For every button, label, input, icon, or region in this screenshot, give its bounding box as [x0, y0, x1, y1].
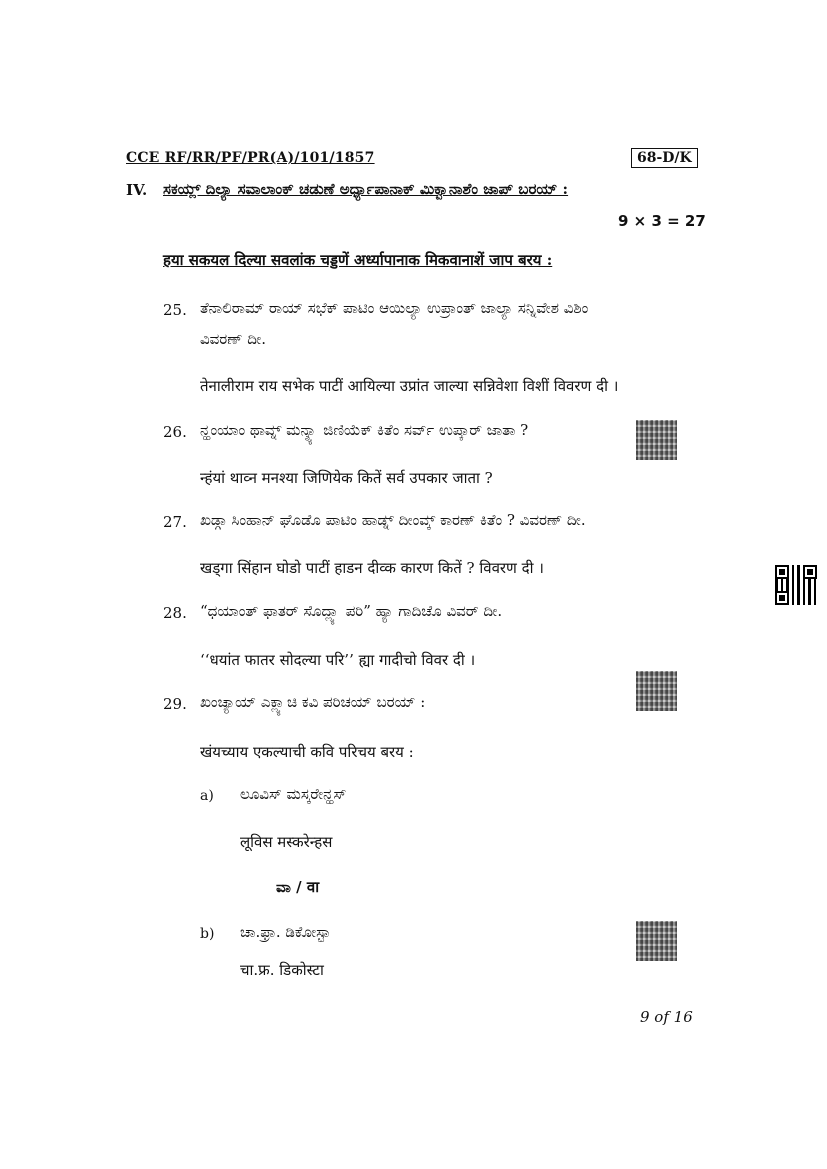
sub-option-name-kannada: ಚಾ.ಫ್ರಾ. ಡಿಕೋಸ್ಟಾ [240, 923, 331, 941]
question-text-kannada: ನ್ಹಂಯಾಂ ಥಾವ್ನ್ ಮನ್ಶ್ಯಾ ಜಿಣಿಯೆಕ್ ಕಿತೆಂ ಸರ್ವ್ ಉಪ್ಕಾರ್ ಜಾತಾ ? [200, 421, 529, 439]
qr-code-image [636, 921, 677, 961]
question-number: 28. [163, 604, 187, 622]
qr-finder-pattern [775, 565, 789, 579]
question-text-devanagari: खंयच्याय एकल्याची कवि परिचय बरय : [200, 743, 414, 761]
section-marks: 9 × 3 = 27 [618, 212, 706, 230]
sub-option-name-devanagari: चा.फ्र. डिकोस्टा [240, 961, 324, 979]
question-text-devanagari: न्हंयां थाव्न मनश्या जिणियेक कितें सर्व उपकार जाता ? [200, 469, 493, 487]
sub-option-name-devanagari: लूविस मस्करेन्हस [240, 833, 333, 851]
qr-code-image [636, 420, 677, 460]
question-text-devanagari: तेनालीराम राय सभेक पाटीं आयिल्या उप्रांत जाल्या सन्निवेशा विशीं विवरण दी । [200, 377, 619, 395]
qr-finder-pattern [775, 591, 789, 605]
sub-option-label: b) [200, 926, 215, 942]
question-number: 27. [163, 513, 187, 531]
question-text-kannada-cont: ವಿವರಣ್ ದೀ. [200, 330, 266, 348]
question-text-devanagari: ‘‘धयांत फातर सोदल्या परि’’ ह्या गादीचो विवर दी । [200, 651, 476, 669]
page-number: 9 of 16 [640, 1008, 693, 1026]
side-qr-code [775, 565, 817, 605]
question-number: 29. [163, 695, 187, 713]
sub-option-name-kannada: ಲೂವಿಸ್ ಮಸ್ಕರೇನ್ಹಸ್ [240, 785, 347, 803]
question-text-kannada: ಖಡ್ಗಾ ಸಿಂಹಾನ್ ಘೊಡೊ ಪಾಟಿಂ ಹಾಡ್ನ್ ದೀಂವ್ಕ್ ಕಾರಣ್ ಕಿತೆಂ ? ವಿವರಣ್ ದೀ. [200, 511, 586, 529]
section-number: IV. [126, 181, 148, 199]
sub-option-label: a) [200, 788, 214, 804]
qr-finder-pattern [803, 565, 817, 579]
section-instruction-devanagari: हया सकयल दिल्या सवलांक चड्डणें अर्ध्यापानाक मिकवानाशें जाप बरय : [163, 251, 553, 269]
question-text-kannada: ಖಂಚ್ಯಾಯ್ ಎಕ್ಲ್ಯಾಚಿ ಕವಿ ಪರಿಚಯ್ ಬರಯ್ : [200, 693, 426, 711]
question-text-kannada: “ಧಯಾಂತ್ ಫಾತರ್ ಸೊದ್ಲ್ಯಾ ಪರಿ” ಹ್ಯಾ ಗಾದಿಚೊ ವಿವರ್ ದೀ. [200, 602, 503, 620]
question-text-kannada: ತೆನಾಲಿರಾಮ್ ರಾಯ್ ಸಭೆಕ್ ಪಾಟಿಂ ಆಯಿಲ್ಯಾ ಉಪ್ರಾಂತ್ ಜಾಲ್ಯಾ ಸನ್ನಿವೇಶ ವಿಶಿಂ [200, 299, 589, 317]
exam-code: CCE RF/RR/PF/PR(A)/101/1857 [126, 150, 375, 166]
or-separator: ವಾ / वा [276, 878, 320, 896]
question-number: 25. [163, 301, 187, 319]
section-instruction-kannada: ಸಕಯ್ಲ್ ದಿಲ್ಯಾ ಸವಾಲಾಂಕ್ ಚಡುಣೆ ಅರ್ಧ್ಯಾಪಾನಾಕ್ ಮಿಕ್ವಾನಾಶೆಂ ಜಾಪ್ ಬರಯ್ : [163, 180, 569, 198]
qr-code-image [636, 671, 677, 711]
question-number: 26. [163, 423, 187, 441]
paper-code-box: 68-D/K [631, 148, 698, 168]
question-text-devanagari: खड्गा सिंहान घोडो पाटीं हाडन दीव्क कारण कितें ? विवरण दी । [200, 559, 544, 577]
